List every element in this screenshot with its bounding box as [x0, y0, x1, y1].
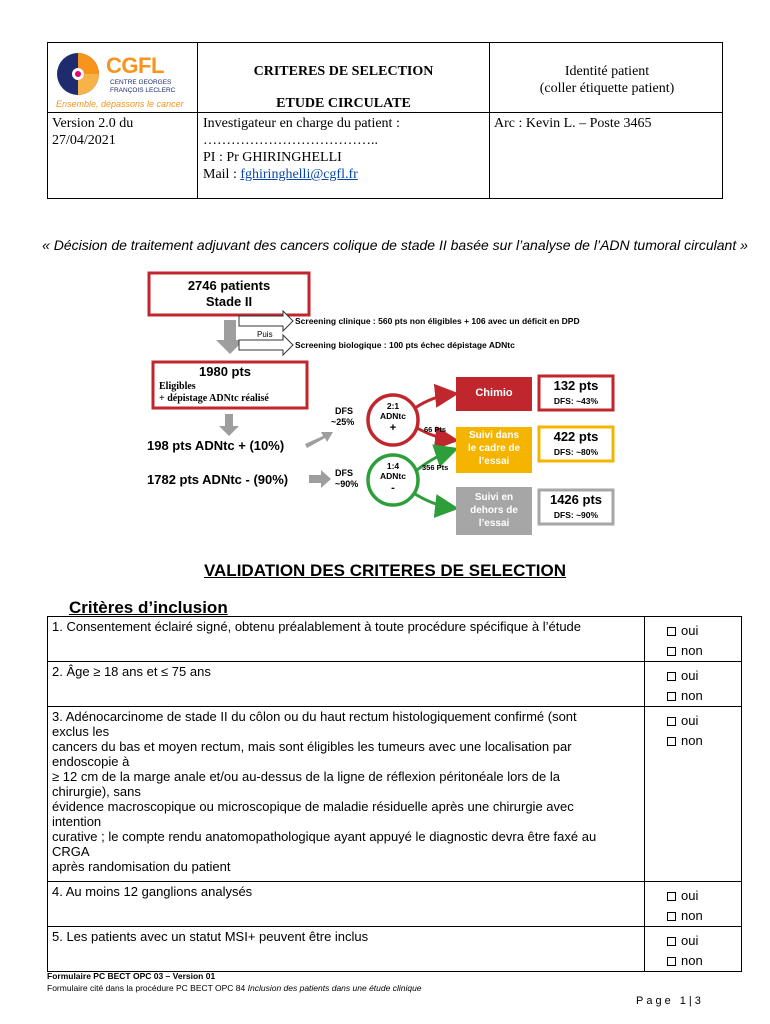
suivi-in-line: l’essai — [478, 456, 510, 467]
circle-pos-sign: + — [389, 422, 397, 434]
result-pts: 132 pts — [553, 378, 599, 393]
logo-line: FRANÇOIS LECLERC — [110, 87, 176, 94]
pts-66: 66 Pts — [424, 425, 447, 434]
criterion-check — [645, 882, 742, 927]
dfs-neg-value: ~90% — [335, 479, 359, 489]
criterion-line: 1. Consentement éclairé signé, obtenu préalablement à toute procédure spécifique à l’étude — [52, 619, 582, 634]
mail-label: Mail : — [203, 167, 241, 182]
oui-label: oui — [681, 668, 699, 683]
logo-line: CENTRE GEORGES — [110, 79, 172, 86]
table-row — [48, 927, 742, 972]
criterion-text — [48, 882, 645, 927]
result-dfs: DFS: ~80% — [553, 447, 599, 457]
non-option[interactable] — [645, 641, 741, 661]
criterion-line: évidence macroscopique ou microscopique de maladie résiduelle après une chirurgie avec — [52, 799, 574, 814]
suivi-in-line: Suivi dans — [468, 430, 519, 441]
pos-arrow — [305, 432, 333, 448]
circle-neg-label: ADNtc — [380, 471, 406, 481]
suivi-out-line: Suivi en — [474, 492, 514, 503]
header-table — [47, 42, 723, 199]
mail-row — [203, 166, 358, 183]
patient-label-instruction: (coller étiquette patient) — [539, 81, 675, 96]
non-label: non — [681, 643, 703, 658]
page-number: Page 1|3 — [636, 995, 704, 1007]
investigator-label: Investigateur en charge du patient : — [203, 116, 400, 131]
non-option[interactable] — [645, 686, 741, 706]
oui-option[interactable] — [645, 886, 741, 906]
patient-identity-label: Identité patient — [564, 64, 650, 79]
result-dfs: DFS: ~43% — [553, 396, 599, 406]
criterion-text — [48, 707, 645, 882]
procedure-prefix: Formulaire cité dans la procédure PC BECT OPC 84 — [47, 983, 248, 993]
puis-label: Puis — [257, 330, 273, 339]
header-divider — [48, 112, 722, 113]
criterion-text — [48, 927, 645, 972]
eligible-label: Eligibles — [159, 381, 196, 392]
adntc-negative: 1782 pts ADNtc - (90%) — [147, 472, 289, 487]
neg-arrow — [309, 470, 331, 488]
procedure-reference — [47, 983, 422, 993]
down-arrow — [219, 414, 239, 436]
dfs-neg-label: DFS — [335, 468, 353, 478]
criterion-line: 4. Au moins 12 ganglions analysés — [52, 884, 253, 899]
checkbox-icon[interactable] — [667, 912, 676, 921]
circle-neg-ratio: 1:4 — [386, 461, 400, 471]
criterion-line: cancers du bas et moyen rectum, mais sont éligibles les tumeurs avec une localisation par — [52, 739, 572, 754]
inclusion-title: Critères d’inclusion — [69, 598, 228, 617]
logo-brand: CGFL — [106, 53, 164, 78]
oui-label: oui — [681, 888, 699, 903]
study-quote: « Décision de traitement adjuvant des cancers colique de stade II basée sur l’analyse de l’ADN tumoral circulant » — [42, 237, 748, 253]
stage-label: Stade II — [205, 294, 253, 309]
criterion-line: chirurgie), sans — [52, 784, 141, 799]
screening-clinical: Screening clinique : 560 pts non éligibles + 106 avec un déficit en DPD — [295, 316, 580, 326]
eligible-detail: + dépistage ADNtc réalisé — [159, 393, 269, 404]
criterion-line: intention — [52, 814, 102, 829]
non-label: non — [681, 953, 703, 968]
criterion-text — [48, 617, 645, 662]
criterion-line: 2. Âge ≥ 18 ans et ≤ 75 ans — [52, 664, 211, 679]
oui-option[interactable] — [645, 621, 741, 641]
criterion-line: 5. Les patients avec un statut MSI+ peuvent être inclus — [52, 929, 369, 944]
eligible-count: 1980 pts — [199, 364, 252, 379]
screening-biological: Screening biologique : 100 pts échec dépistage ADNtc — [295, 340, 515, 350]
criterion-line: CRGA — [52, 844, 90, 859]
checkbox-icon[interactable] — [667, 937, 676, 946]
chimio-label: Chimio — [475, 387, 513, 399]
dfs-pos-label: DFS — [335, 406, 353, 416]
oui-option[interactable] — [645, 711, 741, 731]
checkbox-icon[interactable] — [667, 627, 676, 636]
dfs-pos-value: ~25% — [331, 417, 355, 427]
criterion-check — [645, 662, 742, 707]
checkbox-icon[interactable] — [667, 957, 676, 966]
oui-option[interactable] — [645, 666, 741, 686]
study-flow-diagram — [135, 270, 635, 538]
adntc-positive: 198 pts ADNtc + (10%) — [147, 438, 285, 453]
result-pts: 1426 pts — [549, 492, 603, 507]
oui-label: oui — [681, 713, 699, 728]
result-dfs: DFS: ~90% — [553, 510, 599, 520]
validation-title: VALIDATION DES CRITERES DE SELECTION — [203, 561, 567, 580]
study-name: ETUDE CIRCULATE — [276, 96, 411, 111]
criterion-line: exclus les — [52, 724, 110, 739]
version-text: Version 2.0 du — [52, 116, 134, 131]
form-title: CRITERES DE SELECTION — [253, 64, 434, 79]
mail-link[interactable]: fghiringhelli@cgfl.fr — [240, 167, 358, 182]
table-row — [48, 882, 742, 927]
criterion-line: 3. Adénocarcinome de stade II du côlon ou du haut rectum histologiquement confirmé (sont — [52, 709, 577, 724]
checkbox-icon[interactable] — [667, 672, 676, 681]
investigator-field[interactable]: ……………………………….. — [203, 133, 378, 148]
non-option[interactable] — [645, 731, 741, 751]
non-option[interactable] — [645, 951, 741, 971]
table-row — [48, 662, 742, 707]
non-label: non — [681, 688, 703, 703]
inclusion-criteria-table — [47, 616, 742, 972]
circle-pos-ratio: 2:1 — [386, 401, 400, 411]
table-row — [48, 707, 742, 882]
result-pts: 422 pts — [553, 429, 599, 444]
checkbox-icon[interactable] — [667, 692, 676, 701]
suivi-out-line: l’essai — [478, 518, 510, 529]
criterion-text — [48, 662, 645, 707]
version-date: 27/04/2021 — [52, 133, 116, 148]
criterion-line: ≥ 12 cm de la marge anale et/ou au-dessus de la ligne de réflexion péritonéale lors de la — [52, 769, 560, 784]
cgfl-logo — [54, 47, 192, 111]
arrow-chimio — [415, 394, 453, 408]
criterion-check — [645, 707, 742, 882]
checkbox-icon[interactable] — [667, 892, 676, 901]
form-reference: Formulaire PC BECT OPC 03 – Version 01 — [47, 971, 216, 981]
pts-356: 356 Pts — [422, 463, 449, 472]
suivi-in-line: le cadre de — [467, 443, 521, 454]
arc-contact: Arc : Kevin L. – Poste 3465 — [494, 116, 652, 131]
criterion-line: après randomisation du patient — [52, 859, 231, 874]
criterion-line: endoscopie à — [52, 754, 130, 769]
oui-label: oui — [681, 933, 699, 948]
oui-option[interactable] — [645, 931, 741, 951]
criterion-check — [645, 617, 742, 662]
criterion-check — [645, 927, 742, 972]
checkbox-icon[interactable] — [667, 647, 676, 656]
principal-investigator: PI : Pr GHIRINGHELLI — [203, 150, 342, 165]
non-option[interactable] — [645, 906, 741, 926]
circle-pos-label: ADNtc — [380, 411, 406, 421]
non-label: non — [681, 733, 703, 748]
table-row — [48, 617, 742, 662]
arrow-suivi-out — [415, 494, 453, 508]
total-patients: 2746 patients — [187, 278, 271, 293]
criterion-line: curative ; le compte rendu anatomopathologique ayant appuyé le diagnostic devra être faxé au — [52, 829, 597, 844]
procedure-title: Inclusion des patients dans une étude clinique — [247, 983, 422, 993]
checkbox-icon[interactable] — [667, 737, 676, 746]
circle-neg-sign: - — [391, 482, 395, 494]
oui-label: oui — [681, 623, 699, 638]
suivi-out-line: dehors de — [470, 505, 518, 516]
logo-tagline: Ensemble, dépassons le cancer — [56, 99, 184, 109]
checkbox-icon[interactable] — [667, 717, 676, 726]
non-label: non — [681, 908, 703, 923]
